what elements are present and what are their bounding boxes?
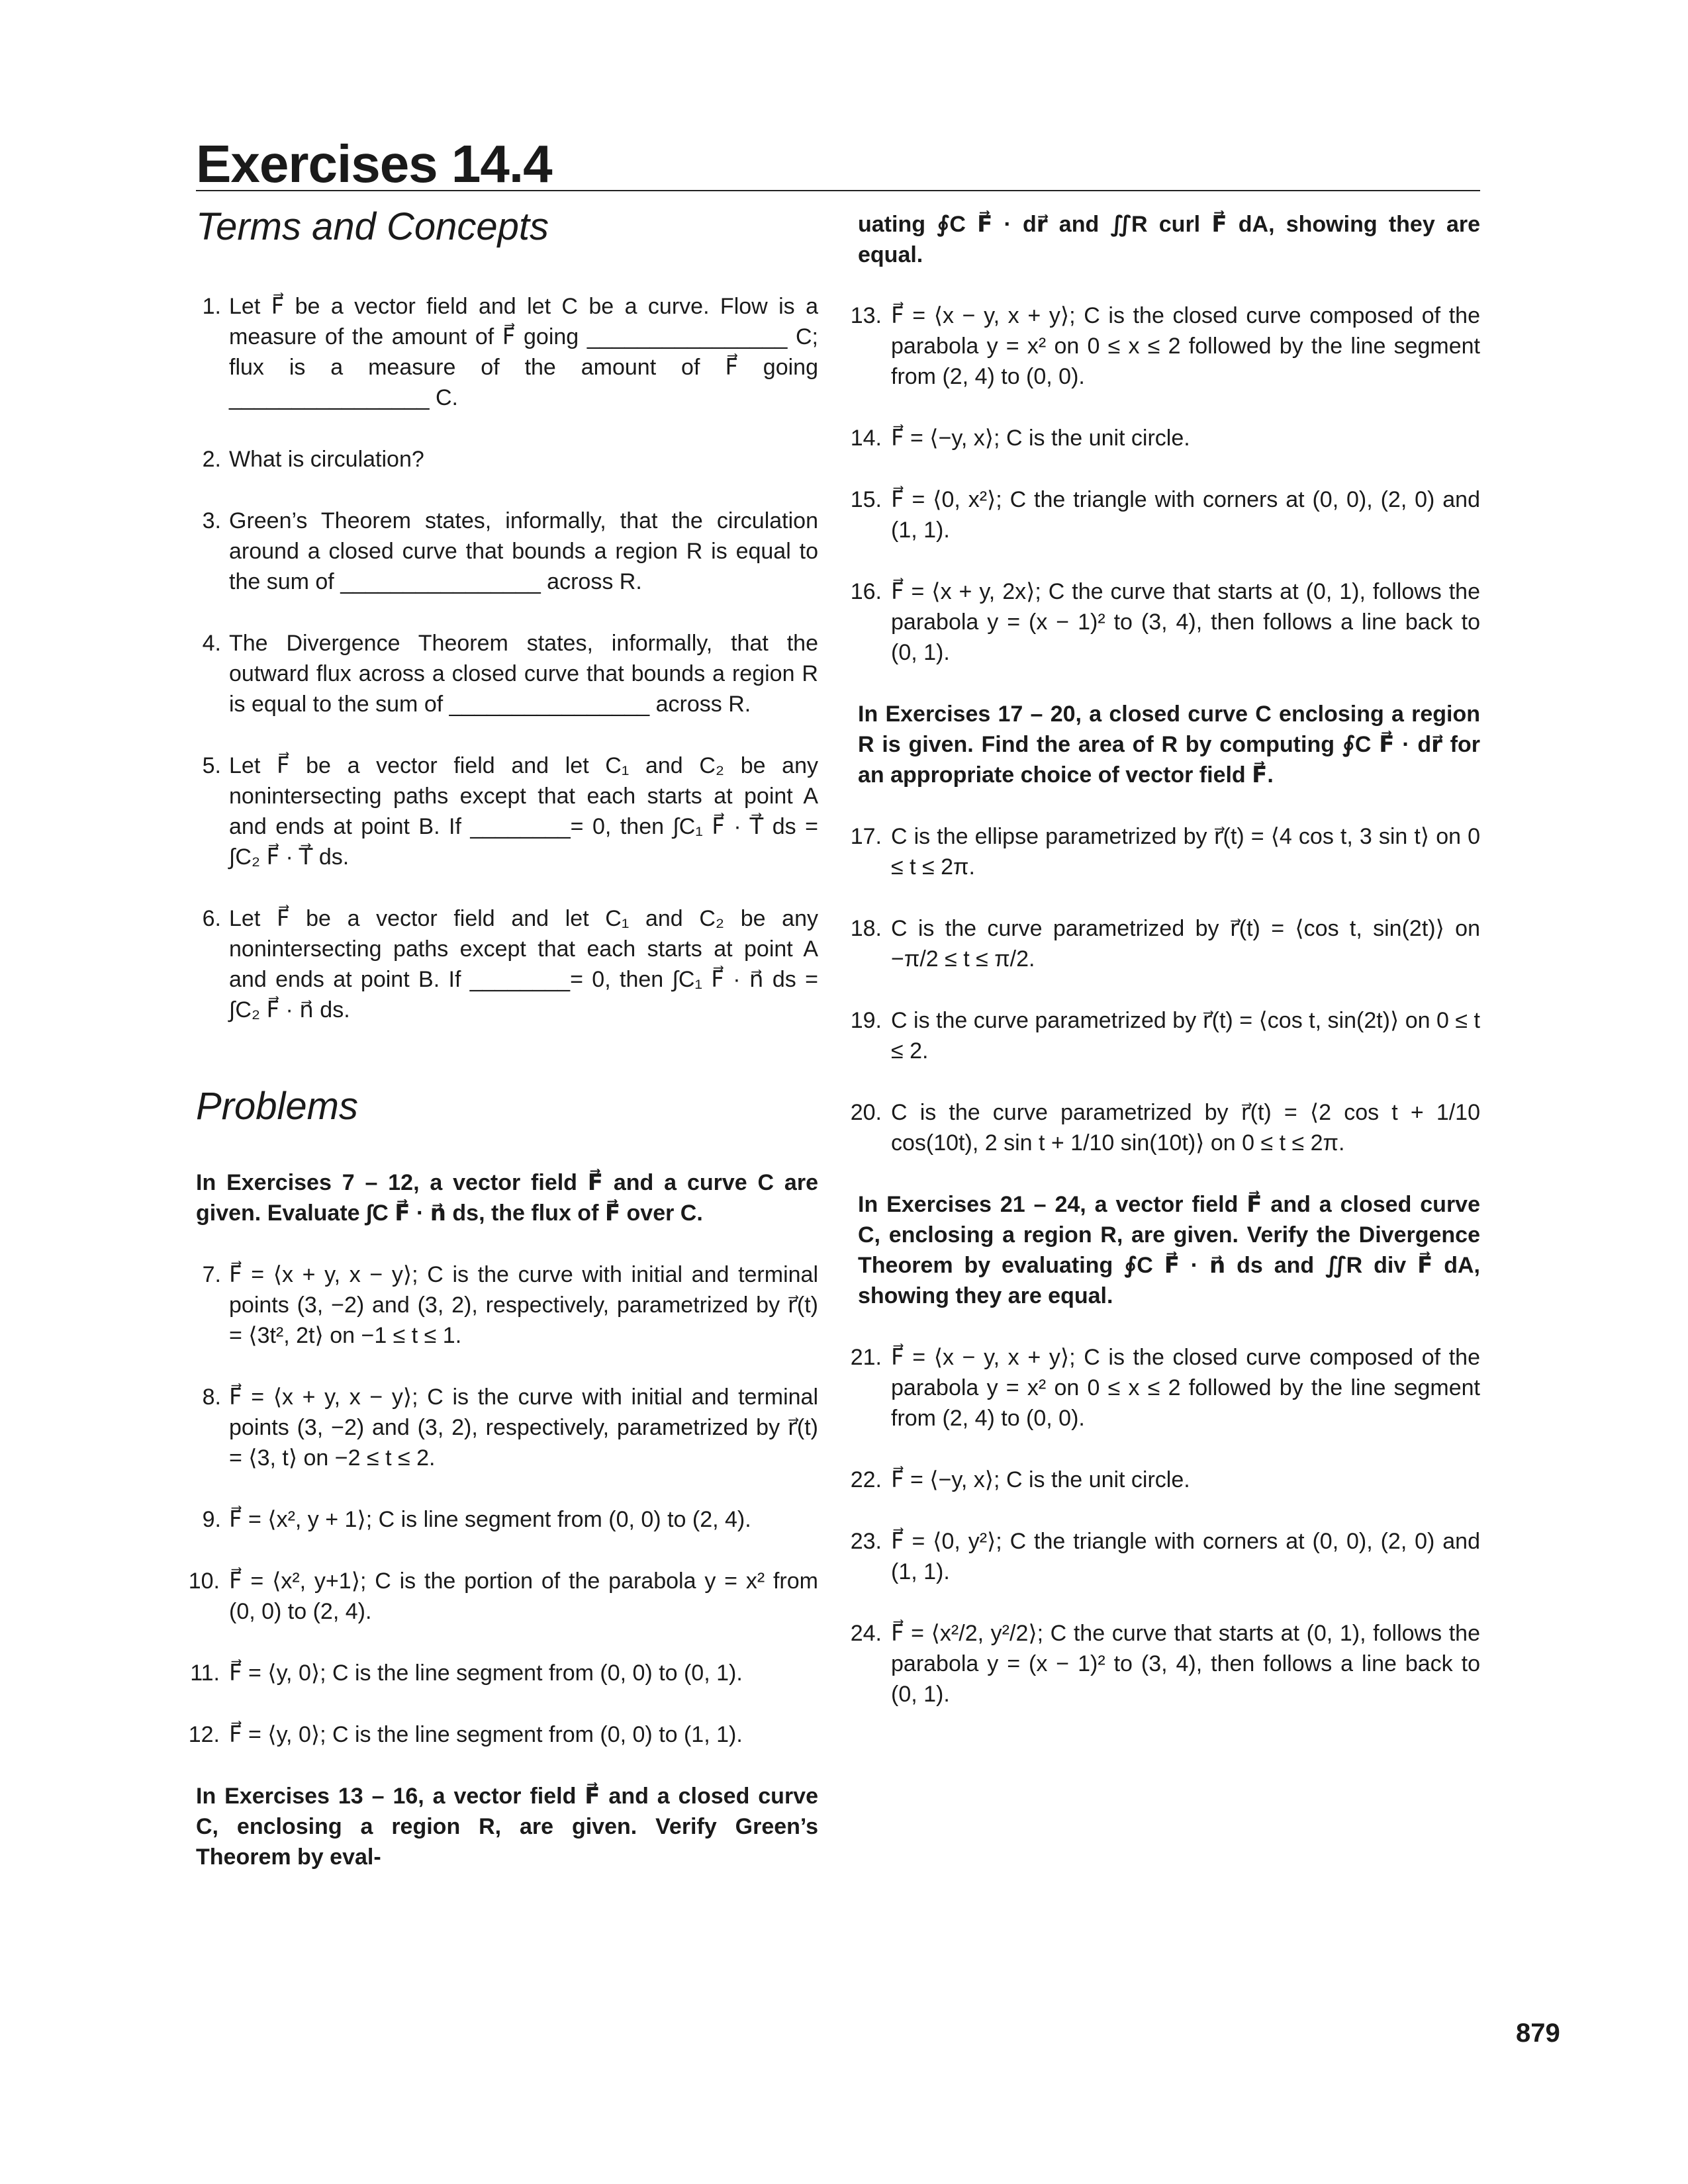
exercise-text: F⃗ = ⟨x − y, x + y⟩; C is the closed curve composed of the parabola y = x² on 0 ≤ x ≤ 2 followed by the line segment from (2, 4) to (0, 0). <box>891 1345 1480 1431</box>
exercise-text: F⃗ = ⟨y, 0⟩; C is the line segment from (0, 0) to (1, 1). <box>229 1722 743 1748</box>
exercise-12 <box>188 1719 818 1750</box>
exercise-text: F⃗ = ⟨x + y, 2x⟩; C the curve that starts at (0, 1), follows the parabola y = (x − 1)² to (3, 4), then follows a line back to (0, 1). <box>891 579 1480 665</box>
instructions-17-20: In Exercises 17 – 20, a closed curve C enclosing a region R is given. Find the area of R by computing ∮C F⃗ · dr⃗ for an appropriate choice of vector field F⃗. <box>858 702 1480 788</box>
exercise-number: 21. <box>850 1345 882 1370</box>
exercise-number: 18. <box>850 916 882 941</box>
exercise-number: 4. <box>202 630 221 656</box>
section-heading-problems: Problems <box>196 1084 358 1128</box>
exercise-text: F⃗ = ⟨0, y²⟩; C the triangle with corners at (0, 0), (2, 0) and (1, 1). <box>891 1529 1480 1584</box>
instructions-13-16-continued: uating ∮C F⃗ · dr⃗ and ∬R curl F⃗ dA, showing they are equal. <box>858 212 1480 267</box>
exercise-9 <box>196 1504 818 1535</box>
exercise-number: 13. <box>850 303 882 328</box>
exercise-text: C is the curve parametrized by r⃗(t) = ⟨cos t, sin(2t)⟩ on −π/2 ≤ t ≤ π/2. <box>891 916 1480 972</box>
exercise-text: C is the curve parametrized by r⃗(t) = ⟨2 cos t + 1/10 cos(10t), 2 sin t + 1/10 sin(10t)⟩ on 0 ≤ t ≤ 2π. <box>891 1100 1480 1156</box>
exercise-number: 7. <box>202 1262 221 1288</box>
exercise-number: 16. <box>850 579 882 604</box>
right-column <box>850 199 1480 1741</box>
exercise-number: 12. <box>188 1722 220 1748</box>
section-heading-terms: Terms and Concepts <box>196 205 549 248</box>
exercise-text: What is circulation? <box>229 446 424 472</box>
exercise-21 <box>850 1342 1480 1433</box>
exercise-text: Green’s Theorem states, informally, that the circulation around a closed curve that bounds a region R is equal to the sum of ________________ across R. <box>229 508 818 594</box>
exercise-8 <box>196 1382 818 1473</box>
instructions-21-24: In Exercises 21 – 24, a vector field F⃗ and a closed curve C, enclosing a region R, are given. Verify the Divergence Theorem by evaluating ∮C F⃗ · n⃗ ds and ∬R div F⃗ dA, showing they are equal. <box>858 1192 1480 1308</box>
exercise-text: F⃗ = ⟨x − y, x + y⟩; C is the closed curve composed of the parabola y = x² on 0 ≤ x ≤ 2 followed by the line segment from (2, 4) to (0, 0). <box>891 303 1480 389</box>
exercise-13 <box>850 300 1480 392</box>
exercise-text: F⃗ = ⟨y, 0⟩; C is the line segment from (0, 0) to (0, 1). <box>229 1661 743 1686</box>
exercise-18 <box>850 913 1480 974</box>
exercise-text: F⃗ = ⟨0, x²⟩; C the triangle with corners at (0, 0), (2, 0) and (1, 1). <box>891 487 1480 543</box>
exercise-text: F⃗ = ⟨x + y, x − y⟩; C is the curve with initial and terminal points (3, −2) and (3, 2), respectively, parametrized by r⃗(t) = ⟨3, t⟩ on −2 ≤ t ≤ 2. <box>229 1385 818 1471</box>
exercise-number: 1. <box>202 293 221 319</box>
exercise-text: F⃗ = ⟨x², y+1⟩; C is the portion of the parabola y = x² from (0, 0) to (2, 4). <box>229 1569 818 1625</box>
exercise-1 <box>196 291 818 413</box>
exercise-16 <box>850 576 1480 668</box>
exercise-4 <box>196 628 818 719</box>
exercise-text: F⃗ = ⟨x²/2, y²/2⟩; C the curve that starts at (0, 1), follows the parabola y = (x − 1)² to (3, 4), then follows a line back to (0, 1). <box>891 1621 1480 1707</box>
exercise-number: 6. <box>202 905 221 931</box>
exercise-text: Let F⃗ be a vector field and let C be a curve. Flow is a measure of the amount of F⃗ going ________________ C; flux is a measure of the amount of F⃗ going ________________ C. <box>229 293 818 410</box>
exercise-text: Let F⃗ be a vector field and let C₁ and C₂ be any nonintersecting paths except that each starts at point A and ends at point B. If ________= 0, then ∫C₁ F⃗ · n⃗ ds = ∫C₂ F⃗ · n⃗ ds. <box>229 905 818 1023</box>
exercise-5 <box>196 751 818 872</box>
exercise-text: C is the ellipse parametrized by r⃗(t) = ⟨4 cos t, 3 sin t⟩ on 0 ≤ t ≤ 2π. <box>891 824 1480 880</box>
page-number: 879 <box>1516 2019 1560 2048</box>
exercise-19 <box>850 1005 1480 1066</box>
exercise-11 <box>190 1658 818 1688</box>
exercise-number: 2. <box>202 446 221 472</box>
exercise-22 <box>850 1465 1480 1495</box>
exercise-number: 23. <box>850 1529 882 1554</box>
exercise-23 <box>850 1526 1480 1587</box>
instructions-13-16: In Exercises 13 – 16, a vector field F⃗ and a closed curve C, enclosing a region R, are given. Verify Green’s Theorem by eval- <box>196 1784 818 1870</box>
page-title: Exercises 14.4 <box>196 134 552 193</box>
exercise-number: 20. <box>850 1100 882 1125</box>
exercise-number: 3. <box>202 508 221 533</box>
instructions-7-12: In Exercises 7 – 12, a vector field F⃗ and a curve C are given. Evaluate ∫C F⃗ · n⃗ ds, the flux of F⃗ over C. <box>196 1170 818 1226</box>
exercise-number: 15. <box>850 487 882 512</box>
exercise-7 <box>196 1259 818 1351</box>
exercise-number: 8. <box>202 1385 221 1410</box>
exercise-text: Let F⃗ be a vector field and let C₁ and C₂ be any nonintersecting paths except that each starts at point A and ends at point B. If ________= 0, then ∫C₁ F⃗ · T⃗ ds = ∫C₂ F⃗ · T⃗ ds. <box>229 752 818 870</box>
exercise-10 <box>188 1566 818 1627</box>
exercise-text: F⃗ = ⟨x + y, x − y⟩; C is the curve with initial and terminal points (3, −2) and (3, 2), respectively, parametrized by r⃗(t) = ⟨3t², 2t⟩ on −1 ≤ t ≤ 1. <box>229 1262 818 1349</box>
exercise-number: 11. <box>190 1661 220 1686</box>
exercise-number: 19. <box>850 1008 882 1033</box>
exercise-text: C is the curve parametrized by r⃗(t) = ⟨cos t, sin(2t)⟩ on 0 ≤ t ≤ 2. <box>891 1008 1480 1064</box>
exercise-number: 14. <box>850 426 882 451</box>
exercise-24 <box>850 1618 1480 1709</box>
exercise-17 <box>850 821 1480 882</box>
exercise-number: 22. <box>850 1467 882 1492</box>
exercise-3 <box>196 506 818 597</box>
exercise-number: 17. <box>850 824 882 849</box>
exercise-number: 5. <box>202 752 221 778</box>
exercise-14 <box>850 423 1480 453</box>
exercise-text: F⃗ = ⟨−y, x⟩; C is the unit circle. <box>891 1467 1190 1492</box>
exercise-20 <box>850 1097 1480 1158</box>
exercise-2 <box>196 444 818 475</box>
exercise-15 <box>850 484 1480 545</box>
exercise-text: F⃗ = ⟨−y, x⟩; C is the unit circle. <box>891 426 1190 451</box>
title-rule <box>196 190 1480 191</box>
exercise-number: 9. <box>202 1507 221 1533</box>
exercise-text: F⃗ = ⟨x², y + 1⟩; C is line segment from (0, 0) to (2, 4). <box>229 1507 751 1533</box>
exercise-6 <box>196 903 818 1025</box>
left-column <box>188 199 818 1903</box>
exercise-number: 24. <box>850 1621 882 1646</box>
exercise-number: 10. <box>188 1569 220 1594</box>
exercise-text: The Divergence Theorem states, informally, that the outward flux across a closed curve that bounds a region R is equal to the sum of ________________ across R. <box>229 630 818 717</box>
